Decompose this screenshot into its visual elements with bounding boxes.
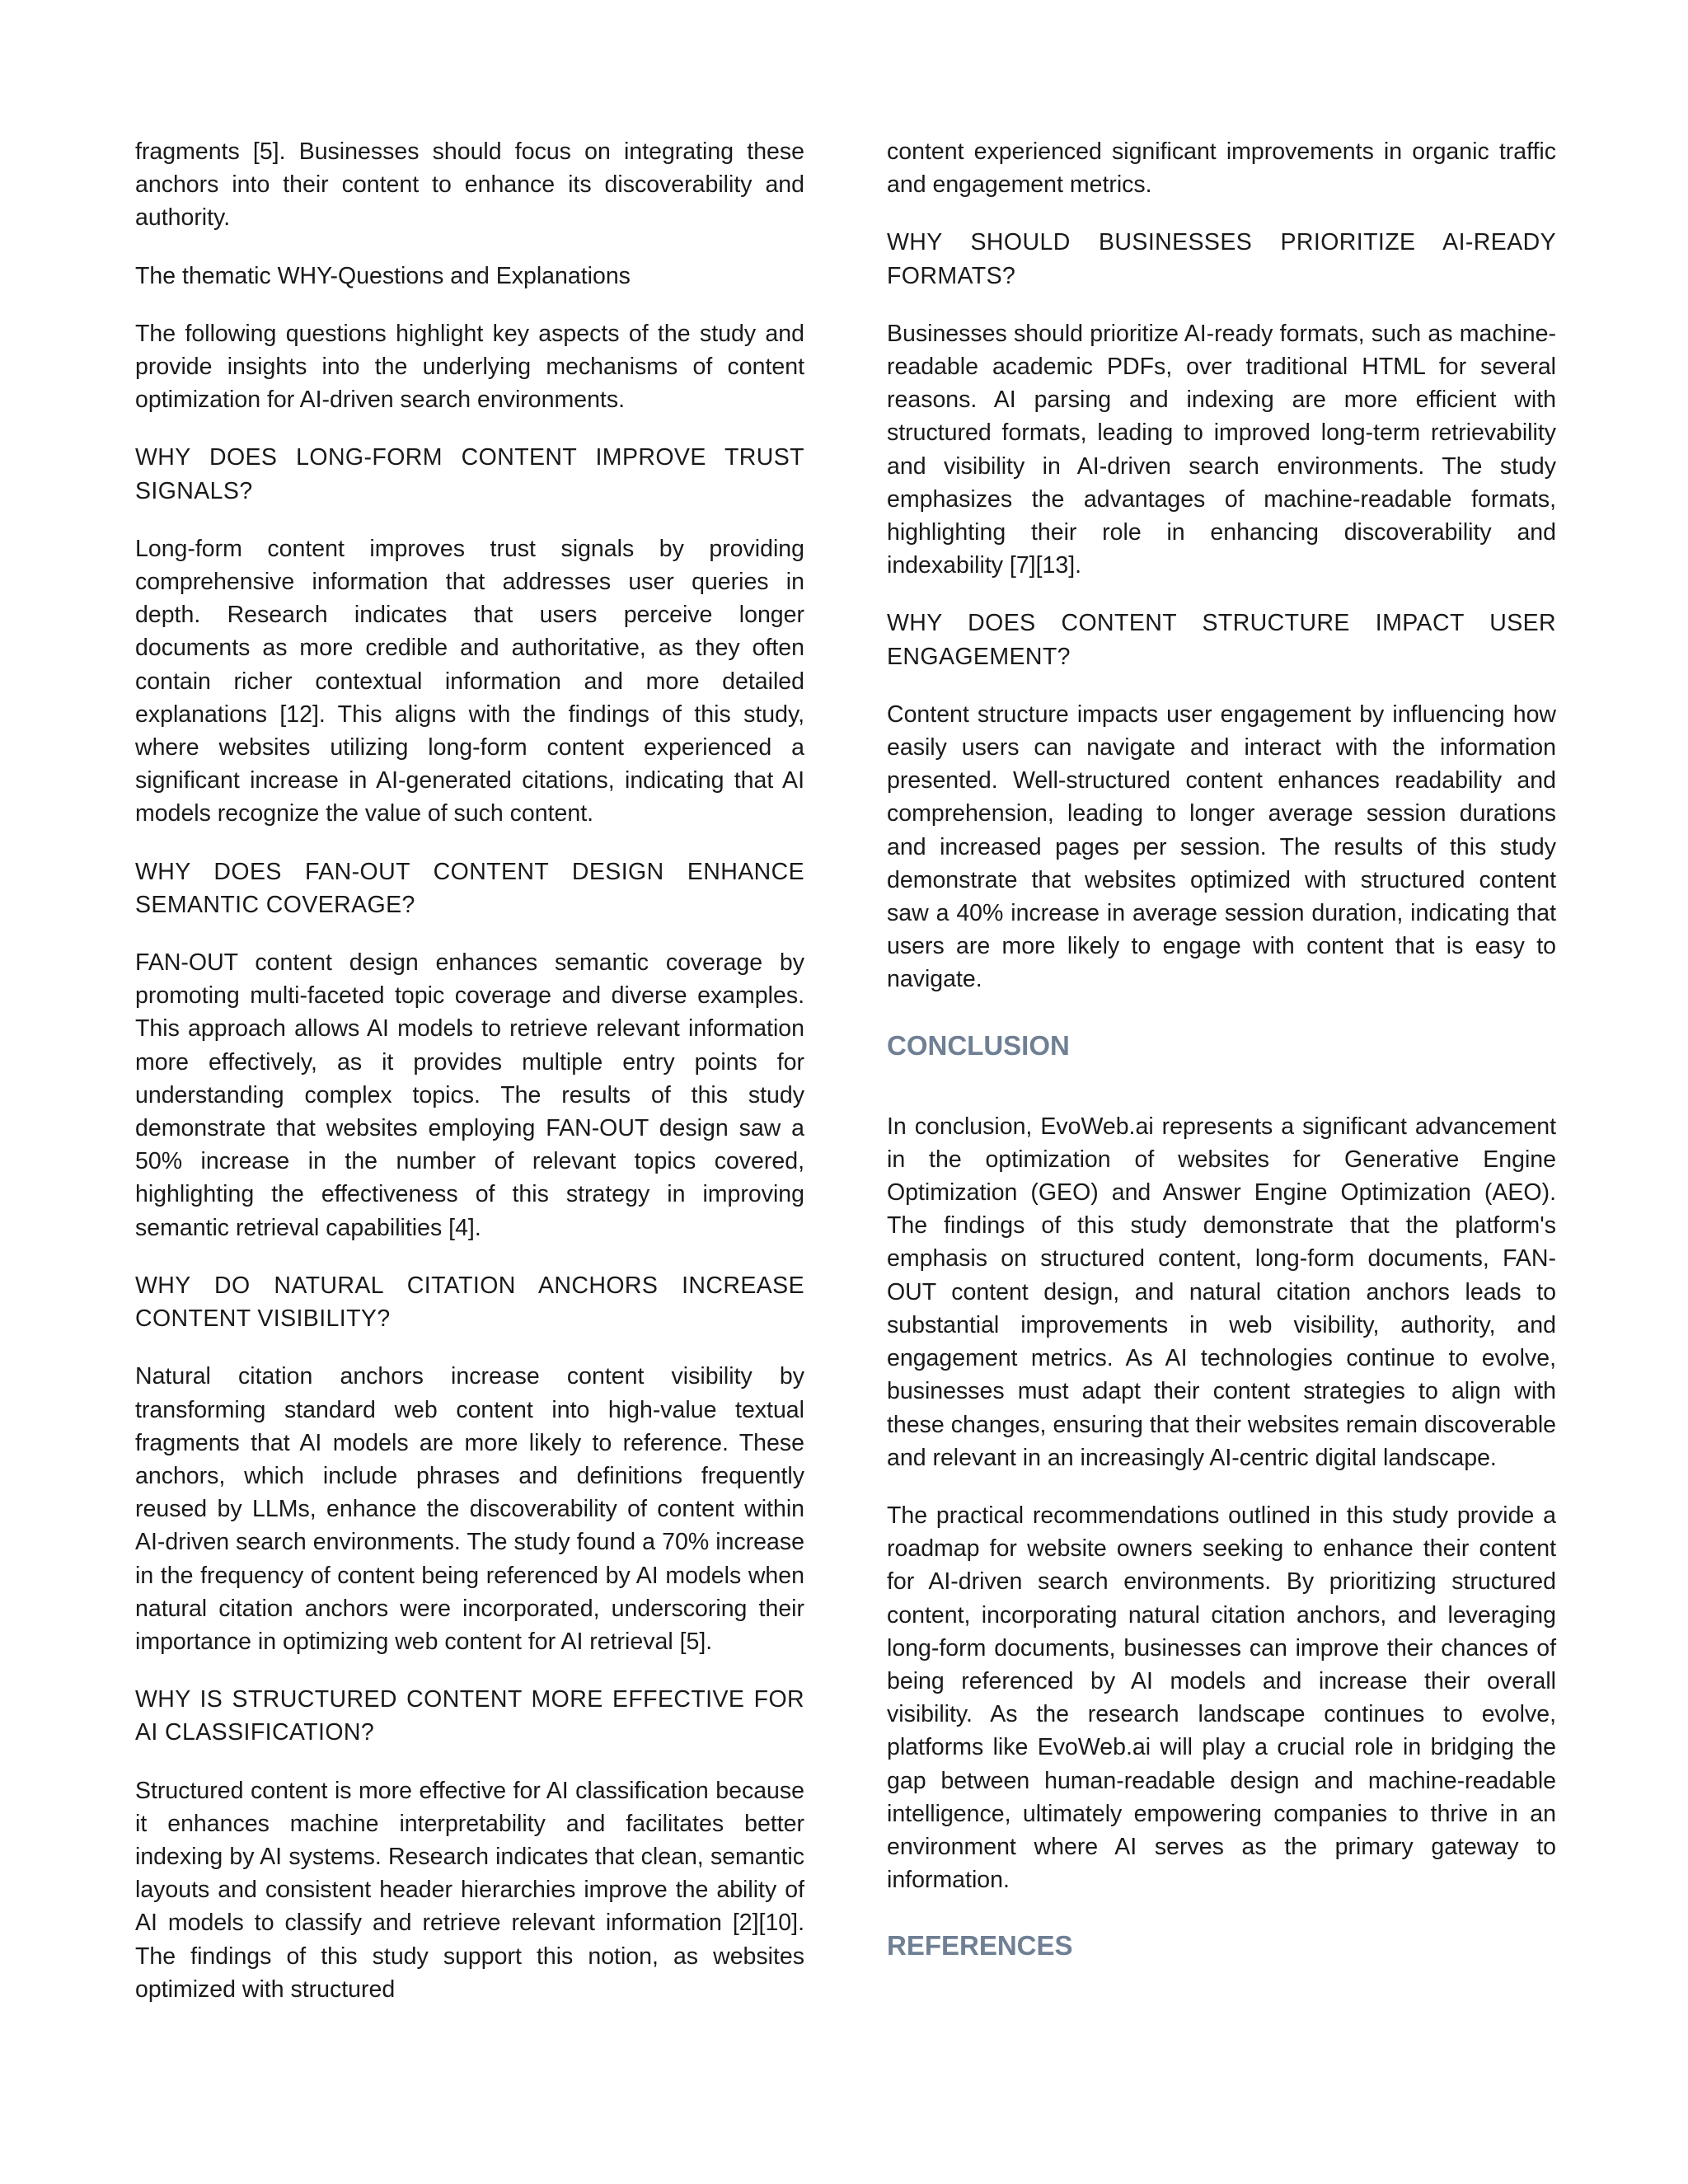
question-user-engagement: WHY DOES CONTENT STRUCTURE IMPACT USER ENGAGEMENT? — [887, 610, 1556, 670]
question-long-form: WHY DOES LONG-FORM CONTENT IMPROVE TRUST SIGNALS? — [135, 444, 804, 504]
conclusion-paragraph-1: In conclusion, EvoWeb.ai represents a significant advancement in the optimization of websites for Generative Engine Optimization (GEO) and Answer Engine Optimization (AEO). The findings of this study demonstrate that the platform's emphasis on structured content, long-form documents, FAN-OUT content design, and natural citation anchors leads to substantial improvements in web visibility, authority, and engagement metrics. As AI technologies continue to evolve, businesses must adapt their content strategies to align with these changes, ensuring that their websites remain discoverable and relevant in an increasingly AI-centric digital landscape. — [887, 1113, 1556, 1471]
question-structured-content: WHY IS STRUCTURED CONTENT MORE EFFECTIVE FOR AI CLASSIFICATION? — [135, 1686, 804, 1746]
paragraph-continuation: content experienced significant improvements in organic traffic and engagement metrics. — [887, 138, 1556, 199]
references-heading: REFERENCES — [887, 1930, 1073, 1961]
answer-user-engagement: Content structure impacts user engagement by influencing how easily users can navigate and interact with the information presented. Well-structured content enhances readability and comprehension, leading to longer average session durations and increased pages per session. The results of this study demonstrate that websites optimized with structured content saw a 40% increase in average session duration, indicating that users are more likely to engage with content that is easy to navigate. — [887, 701, 1556, 993]
left-column — [135, 135, 804, 2031]
paragraph-intro: The following questions highlight key aspects of the study and provide insights into the underlying mechanisms of content optimization for AI-driven search environments. — [135, 320, 804, 414]
question-fan-out: WHY DOES FAN-OUT CONTENT DESIGN ENHANCE SEMANTIC COVERAGE? — [135, 858, 804, 918]
conclusion-paragraph-2: The practical recommendations outlined in this study provide a roadmap for website owners seeking to enhance their content for AI-driven search environments. By prioritizing structured content, incorporating natural citation anchors, and leveraging long-form documents, businesses can improve their chances of being referenced by AI models and increase their overall visibility. As the research landscape continues to evolve, platforms like EvoWeb.ai will play a crucial role in bridging the gap between human-readable design and machine-readable intelligence, ultimately empowering companies to thrive in an environment where AI serves as the primary gateway to information. — [887, 1502, 1556, 1894]
answer-fan-out: FAN-OUT content design enhances semantic coverage by promoting multi-faceted topic coverage and diverse examples. This approach allows AI models to retrieve relevant information more effectively, as it provides multiple entry points for understanding complex topics. The results of this study demonstrate that websites employing FAN-OUT design saw a 50% increase in the number of relevant topics covered, highlighting the effectiveness of this strategy in improving semantic retrieval capabilities [4]. — [135, 949, 804, 1241]
section-title: The thematic WHY-Questions and Explanations — [135, 262, 631, 289]
answer-citation-anchors: Natural citation anchors increase content visibility by transforming standard web content into high-value textual fragments that AI models are more likely to reference. These anchors, which include phrases and definitions frequently reused by LLMs, enhance the discoverability of content within AI-driven search environments. The study found a 70% increase in the frequency of content being referenced by AI models when natural citation anchors were incorporated, underscoring their importance in optimizing web content for AI retrieval [5]. — [135, 1363, 804, 1655]
conclusion-heading: CONCLUSION — [887, 1029, 1070, 1061]
answer-ai-ready-formats: Businesses should prioritize AI-ready formats, such as machine-readable academic PDFs, over traditional HTML for several reasons. AI parsing and indexing are more efficient with structured formats, leading to improved long-term retrievability and visibility in AI-driven search environments. The study emphasizes the advantages of machine-readable formats, highlighting their role in enhancing discoverability and indexability [7][13]. — [887, 320, 1556, 579]
question-ai-ready-formats: WHY SHOULD BUSINESSES PRIORITIZE AI-READY FORMATS? — [887, 229, 1556, 289]
answer-structured-content: Structured content is more effective for AI classification because it enhances machine interpretability and facilitates better indexing by AI systems. Research indicates that clean, semantic layouts and consistent header hierarchies improve the ability of AI models to classify and retrieve relevant information [2][10]. The findings of this study support this notion, as websites optimized with structured — [135, 1777, 804, 2003]
question-citation-anchors: WHY DO NATURAL CITATION ANCHORS INCREASE CONTENT VISIBILITY? — [135, 1272, 804, 1333]
right-column — [887, 135, 1556, 1962]
answer-long-form: Long-form content improves trust signals by providing comprehensive information that addresses user queries in depth. Research indicates that users perceive longer documents as more credible and authoritative, as they often contain richer contextual information and more detailed explanations [12]. This aligns with the findings of this study, where websites utilizing long-form content experienced a significant increase in AI-generated citations, indicating that AI models recognize the value of such content. — [135, 535, 804, 827]
paragraph-fragment-continuation: fragments [5]. Businesses should focus on integrating these anchors into their content to enhance its discoverability and authority. — [135, 138, 804, 232]
